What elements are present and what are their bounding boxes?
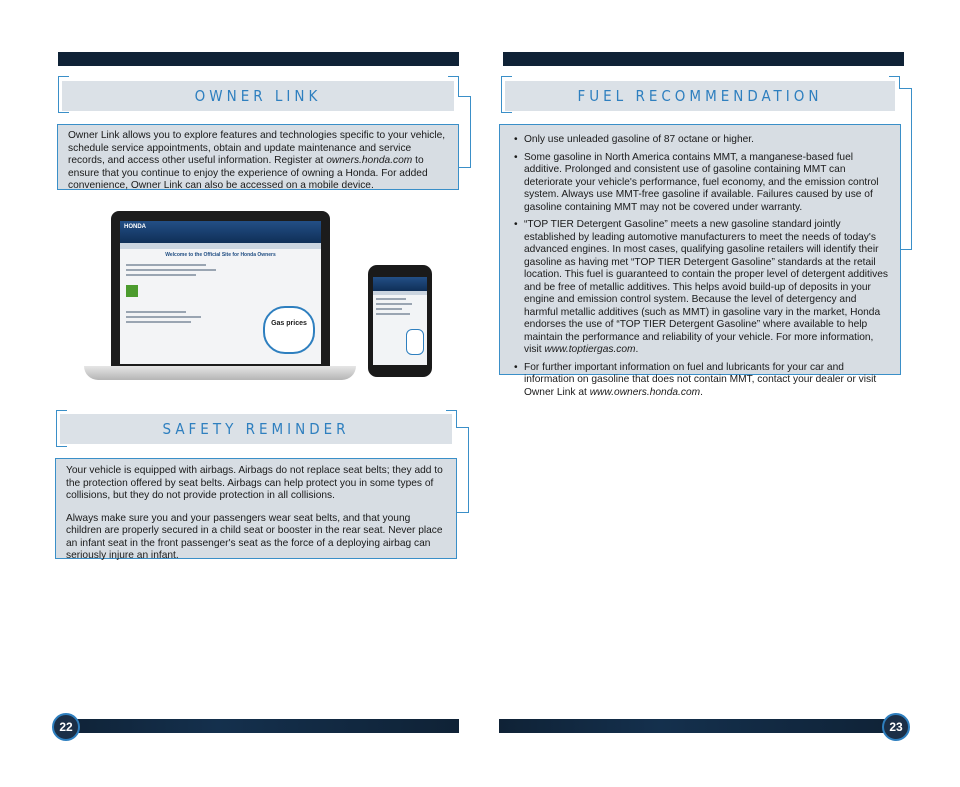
fuel-bullet-2: • Some gasoline in North America contains MMT, a manganese-based fuel additive. Prolonged and consistent use of gasoline containing MMT can deteriorate your vehicle's performance, fuel economy, and the emission control system. Always use MMT-free gasoline if available. Failures caused by use of gasoline containing MMT may not be covered under warranty. xyxy=(514,151,879,213)
safety-paragraph-1: Your vehicle is equipped with airbags. Airbags do not replace seat belts; they add to the protection offered by seat belts. Airbags can help protect you in some types of collisions, but they do not provide protection in all collisions. xyxy=(66,465,443,501)
toptiergas-link[interactable]: www.toptiergas.com xyxy=(544,344,636,355)
fuel-bullet-list xyxy=(510,134,890,399)
fuel-recommendation-title: FUEL RECOMMENDATION xyxy=(505,81,895,111)
right-bottom-bar xyxy=(499,719,902,733)
laptop-site-header: HONDA xyxy=(120,221,321,243)
safety-bracket-tail xyxy=(456,427,469,513)
laptop-welcome-text: Welcome to the Official Site for Honda Owners xyxy=(165,252,276,258)
left-bottom-bar xyxy=(58,719,459,733)
owner-link-bracket-tail xyxy=(458,96,471,168)
owner-link-box xyxy=(57,124,459,190)
left-top-bar xyxy=(58,52,459,66)
fuel-bullet-3: • “TOP TIER Detergent Gasoline” meets a new gasoline standard jointly established by leading automotive manufacturers to meet the needs of today's advanced engines. In most cases, qualifying gasoline retailers will identify their gasoline as having met “TOP TIER Detergent Gasoline” standards at the retail location. This fuel is guaranteed to contain the proper level of detergent additives and be free of metallic additives. This helps avoid build-up of deposits in your engine and emission control system. Because the level of detergency and harmful metallic additives (such as MMT) in gasoline vary in the market, Honda endorses the use of “TOP TIER Detergent Gasoline” where available to help maintain the performance and reliability of your vehicle. For more information, visit www.toptiergas.com. xyxy=(514,219,888,355)
fuel-bullet-4: • For further important information on fuel and lubricants for your car and information on gasoline that does not contain MMT, contact your dealer or visit Owner Link at www.owners.honda.com. xyxy=(514,361,877,398)
phone-illustration xyxy=(368,265,432,377)
safety-reminder-title: SAFETY REMINDER xyxy=(60,414,452,444)
owner-link-body: Owner Link allows you to explore features and technologies specific to your vehicle, schedule service appointments, obtain and update maintenance and service records, and access other useful information. Register at owners.honda.com to ensure that you continue to enjoy the experience of owning a Honda. For added convenience, Owner Link can also be accessed on a mobile device. xyxy=(68,130,446,191)
owners-honda-link-2[interactable]: www.owners.honda.com xyxy=(589,386,701,398)
fuel-recommendation-box xyxy=(499,124,901,398)
right-top-bar xyxy=(503,52,904,66)
owners-honda-link[interactable]: owners.honda.com xyxy=(326,155,413,166)
safety-reminder-box xyxy=(55,458,457,559)
phone-display xyxy=(373,277,427,365)
page-number-23: 23 xyxy=(882,713,910,741)
gas-prices-bubble: Gas prices xyxy=(263,306,315,354)
safety-paragraph-2: Always make sure you and your passengers wear seat belts, and that young children are properly secured in a child seat or booster in the rear seat. Never place an infant seat in the front passenger's seat as the force of a deploying airbag can seriously injure an infant. xyxy=(66,512,443,561)
page-number-22: 22 xyxy=(52,713,80,741)
laptop-base xyxy=(84,366,356,380)
check-icon xyxy=(126,285,138,297)
laptop-display xyxy=(120,221,321,364)
laptop-illustration xyxy=(111,211,330,366)
owner-link-title: OWNER LINK xyxy=(62,81,454,111)
fuel-bullet-1: • Only use unleaded gasoline of 87 octane or higher. xyxy=(514,134,754,145)
